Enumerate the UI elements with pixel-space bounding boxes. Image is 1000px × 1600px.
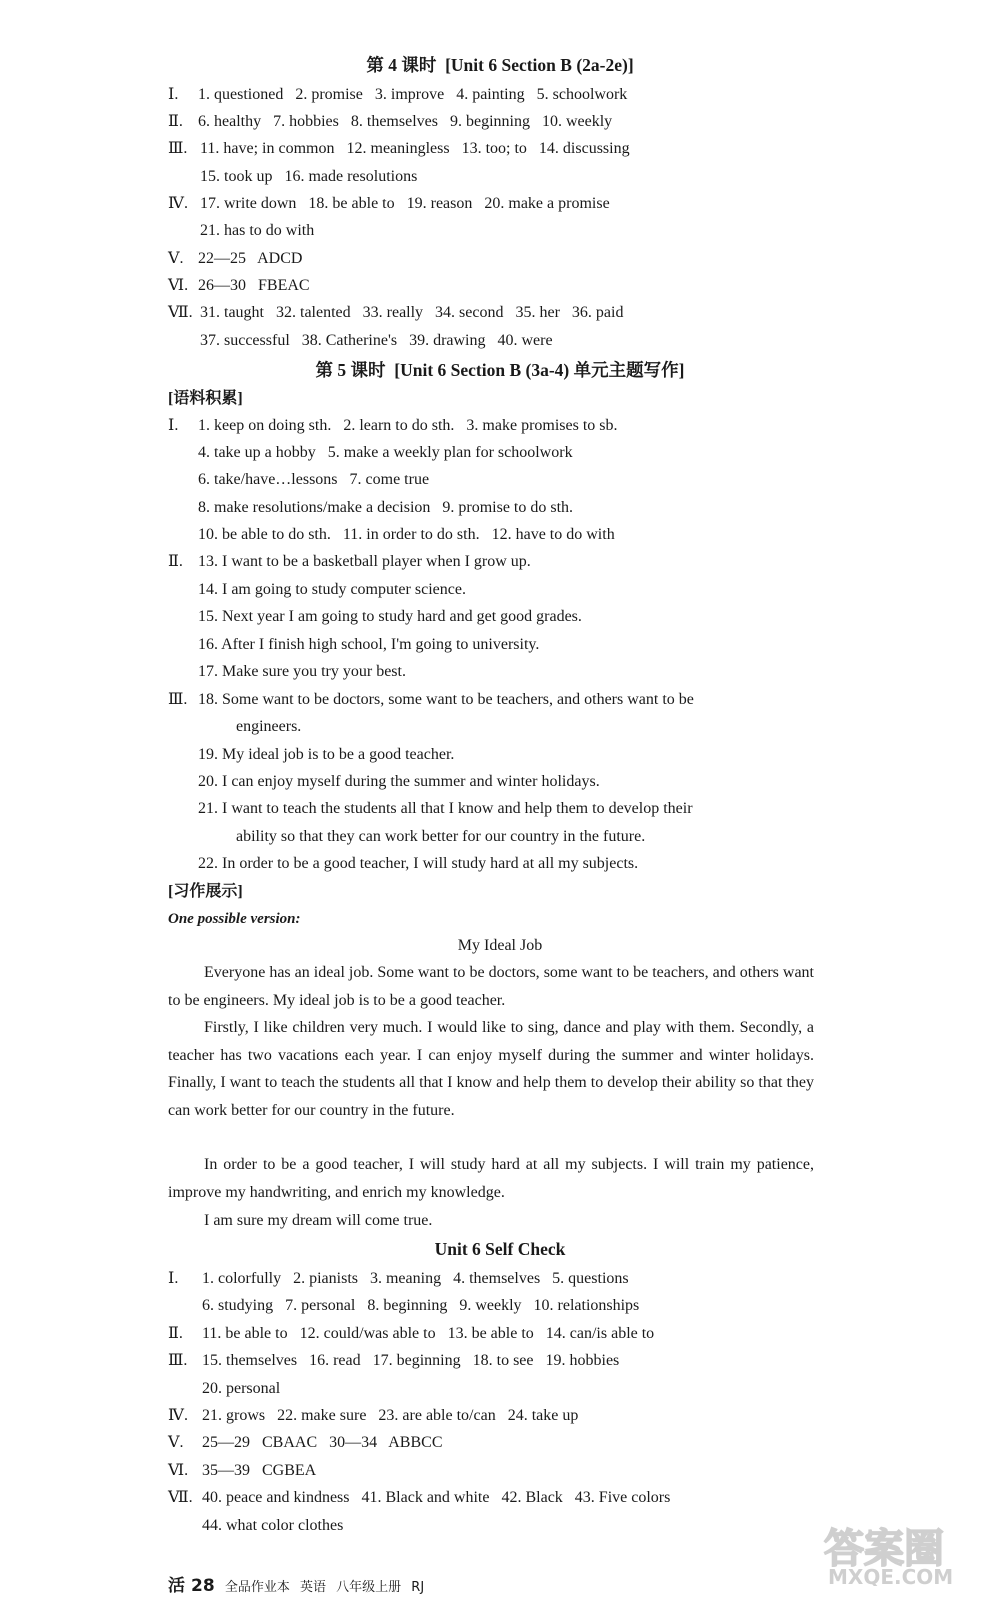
watermark-url: MXQE.COM — [828, 1565, 954, 1586]
essay-title: My Ideal Job — [457, 937, 543, 954]
answer-line: 40. peace and kindness 41. Black and white 42. Black 43. Five colors — [202, 1489, 671, 1506]
watermark-logo-icon — [820, 1522, 980, 1586]
roman-numeral: Ⅶ. — [168, 304, 193, 321]
answer-line: 22. In order to be a good teacher, I will study hard at all my subjects. — [198, 855, 639, 872]
answer-line: 19. My ideal job is to be a good teacher. — [198, 746, 455, 763]
section-5-title: 第 5 课时 [Unit 6 Section B (3a-4) 单元主题写作] — [315, 360, 685, 380]
answer-line: 17. Make sure you try your best. — [198, 663, 406, 680]
roman-numeral: Ⅰ. — [168, 86, 179, 103]
essay-paragraph: I am sure my dream will come true. — [204, 1212, 433, 1229]
answer-line: 1. keep on doing sth. 2. learn to do sth. 3. make promises to sb. — [198, 417, 618, 434]
answer-line: 4. take up a hobby 5. make a weekly plan for schoolwork — [198, 444, 573, 461]
answer-line: 10. be able to do sth. 11. in order to do sth. 12. have to do with — [198, 526, 615, 543]
subject: 英语 — [299, 1580, 326, 1595]
roman-numeral: Ⅴ. — [168, 250, 184, 267]
answer-line: 11. be able to 12. could/was able to 13. be able to 14. can/is able to — [202, 1325, 655, 1342]
roman-numeral: Ⅲ. — [168, 140, 188, 157]
answer-line: 22—25 ADCD — [198, 250, 303, 267]
grade: 八年级上册 — [336, 1580, 402, 1595]
page-number: 28 — [191, 1576, 215, 1596]
roman-numeral: Ⅵ. — [168, 277, 189, 294]
section-4-title: 第 4 课时 [Unit 6 Section B (2a-2e)] — [366, 55, 634, 75]
answer-line: 21. I want to teach the students all that I know and help them to develop their — [198, 800, 693, 817]
essay-paragraph: Everyone has an ideal job. Some want to be doctors, some want to be teachers, and others want to be engineers. My ideal job is to be a good teacher. — [168, 964, 814, 1009]
roman-numeral: Ⅱ. — [168, 1325, 183, 1342]
answer-line: 26—30 FBEAC — [198, 277, 310, 294]
answer-line: 35—39 CGBEA — [202, 1462, 317, 1479]
answer-line: 31. taught 32. talented 33. really 34. second 35. her 36. paid — [200, 304, 624, 321]
answer-line: 14. I am going to study computer science. — [198, 581, 466, 598]
answer-line: 6. healthy 7. hobbies 8. themselves 9. beginning 10. weekly — [198, 113, 613, 130]
book-name: 全品作业本 — [224, 1580, 290, 1595]
answer-line: 18. Some want to be doctors, some want to be teachers, and others want to be — [198, 691, 694, 708]
vocabulary-heading: [语料积累] — [168, 390, 243, 407]
answer-line: engineers. — [236, 718, 302, 735]
roman-numeral: Ⅵ. — [168, 1462, 189, 1479]
self-check-title: Unit 6 Self Check — [434, 1239, 566, 1259]
edition: RJ — [411, 1580, 425, 1595]
roman-numeral: Ⅴ. — [168, 1434, 184, 1451]
answer-line: 11. have; in common 12. meaningless 13. too; to 14. discussing — [200, 140, 630, 157]
answer-line: 21. has to do with — [200, 222, 315, 239]
answer-line: 13. I want to be a basketball player when I grow up. — [198, 553, 531, 570]
answer-line: 37. successful 38. Catherine's 39. drawing 40. were — [200, 332, 553, 349]
answer-line: 15. took up 16. made resolutions — [200, 168, 418, 185]
answer-line: 21. grows 22. make sure 23. are able to/can 24. take up — [202, 1407, 579, 1424]
answer-line: 6. take/have…lessons 7. come true — [198, 471, 430, 488]
roman-numeral: Ⅲ. — [168, 1352, 188, 1369]
answer-line: 6. studying 7. personal 8. beginning 9. weekly 10. relationships — [202, 1297, 640, 1314]
writing-heading: [习作展示] — [168, 883, 243, 900]
answer-line: 15. Next year I am going to study hard and get good grades. — [198, 608, 582, 625]
answer-line: 17. write down 18. be able to 19. reason 20. make a promise — [200, 195, 610, 212]
roman-numeral: Ⅲ. — [168, 691, 188, 708]
roman-numeral: Ⅰ. — [168, 417, 179, 434]
page-prefix: 活 — [168, 1576, 185, 1596]
page-footer — [168, 1571, 430, 1596]
roman-numeral: Ⅰ. — [168, 1270, 179, 1287]
roman-numeral: Ⅳ. — [168, 1407, 188, 1424]
answer-line: 15. themselves 16. read 17. beginning 18. to see 19. hobbies — [202, 1352, 620, 1369]
answer-line: 8. make resolutions/make a decision 9. promise to do sth. — [198, 499, 574, 516]
answer-line: 20. personal — [202, 1380, 281, 1397]
roman-numeral: Ⅱ. — [168, 113, 183, 130]
roman-numeral: Ⅱ. — [168, 553, 183, 570]
essay-paragraph: Firstly, I like children very much. I would like to sing, dance and play with them. Secondly, a teacher has two vacations each year. I can enjoy myself during the summer and winter holidays. Finally, I want to teach the students all that I know and help them to develop their ability so that they can work better for our country in the future. — [168, 1019, 814, 1119]
answer-line: 20. I can enjoy myself during the summer and winter holidays. — [198, 773, 600, 790]
essay-paragraph: In order to be a good teacher, I will study hard at all my subjects. I will train my patience, improve my handwriting, and enrich my knowledge. — [168, 1156, 814, 1201]
answer-line: ability so that they can work better for our country in the future. — [236, 828, 646, 845]
answer-line: 1. questioned 2. promise 3. improve 4. painting 5. schoolwork — [198, 86, 628, 103]
answer-line: 44. what color clothes — [202, 1517, 344, 1534]
roman-numeral: Ⅳ. — [168, 195, 188, 212]
answer-line: 1. colorfully 2. pianists 3. meaning 4. themselves 5. questions — [202, 1270, 629, 1287]
watermark-logo-text: 答案圈 — [824, 1526, 944, 1572]
version-label: One possible version: — [168, 911, 301, 927]
answer-line: 25—29 CBAAC 30—34 ABBCC — [202, 1434, 443, 1451]
roman-numeral: Ⅶ. — [168, 1489, 193, 1506]
answer-line: 16. After I finish high school, I'm going to university. — [198, 636, 540, 653]
